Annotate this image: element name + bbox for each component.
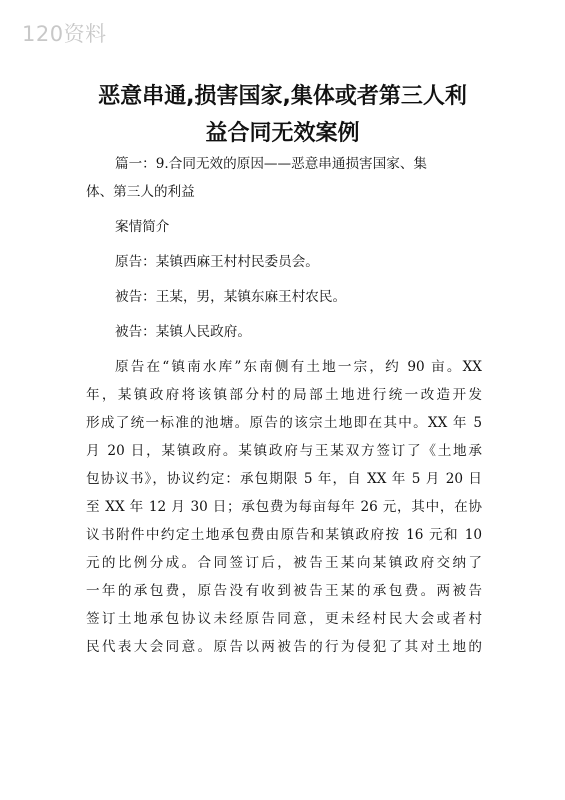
paragraph-line: 年，某镇政府将该镇部分村的局部土地进行统一改造开发 [86,387,482,403]
article-heading-line-2: 体、第三人的利益 [86,184,195,200]
case-summary-heading: 案情简介 [115,219,170,235]
defendant-line-2: 被告：某镇人民政府。 [115,324,251,340]
title-line-1: 恶意串通,损害国家,集体或者第三人利 [98,84,467,109]
paragraph-line: 至 XX 年 12 月 30 日；承包费为每亩每年 26 元，其中，在协 [86,499,482,515]
document-title [80,78,485,152]
title-line-2: 益合同无效案例 [205,121,360,146]
paragraph-line: 签订土地承包协议未经原告同意，更未经村民大会或者村 [86,611,482,627]
document-body [86,150,482,661]
paragraph-line: 一年的承包费，原告没有收到被告王某的承包费。两被告 [86,583,482,599]
watermark: 120资料 [22,22,107,46]
plaintiff-line: 原告：某镇西麻王村村民委员会。 [115,254,319,270]
article-heading-line-1: 篇一：9.合同无效的原因——恶意串通损害国家、集 [115,156,428,172]
paragraph-line: 元的比例分成。合同签订后，被告王某向某镇政府交纳了 [86,555,482,571]
defendant-line-1: 被告：王某，男，某镇东麻王村农民。 [115,289,347,305]
paragraph-line: 形成了统一标准的池塘。原告的该宗土地即在其中。XX 年 5 [86,415,482,431]
paragraph-line: 月 20 日，某镇政府。某镇政府与王某双方签订了《土地承 [86,443,482,459]
paragraph-line: 民代表大会同意。原告以两被告的行为侵犯了其对土地的 [86,639,482,655]
paragraph-line: 议书附件中约定土地承包费由原告和某镇政府按 16 元和 10 [86,527,482,543]
paragraph-line: 包协议书》，协议约定：承包期限 5 年，自 XX 年 5 月 20 日 [86,471,482,487]
paragraph-line: 原告在“镇南水库”东南侧有土地一宗，约 90 亩。XX [115,359,482,375]
